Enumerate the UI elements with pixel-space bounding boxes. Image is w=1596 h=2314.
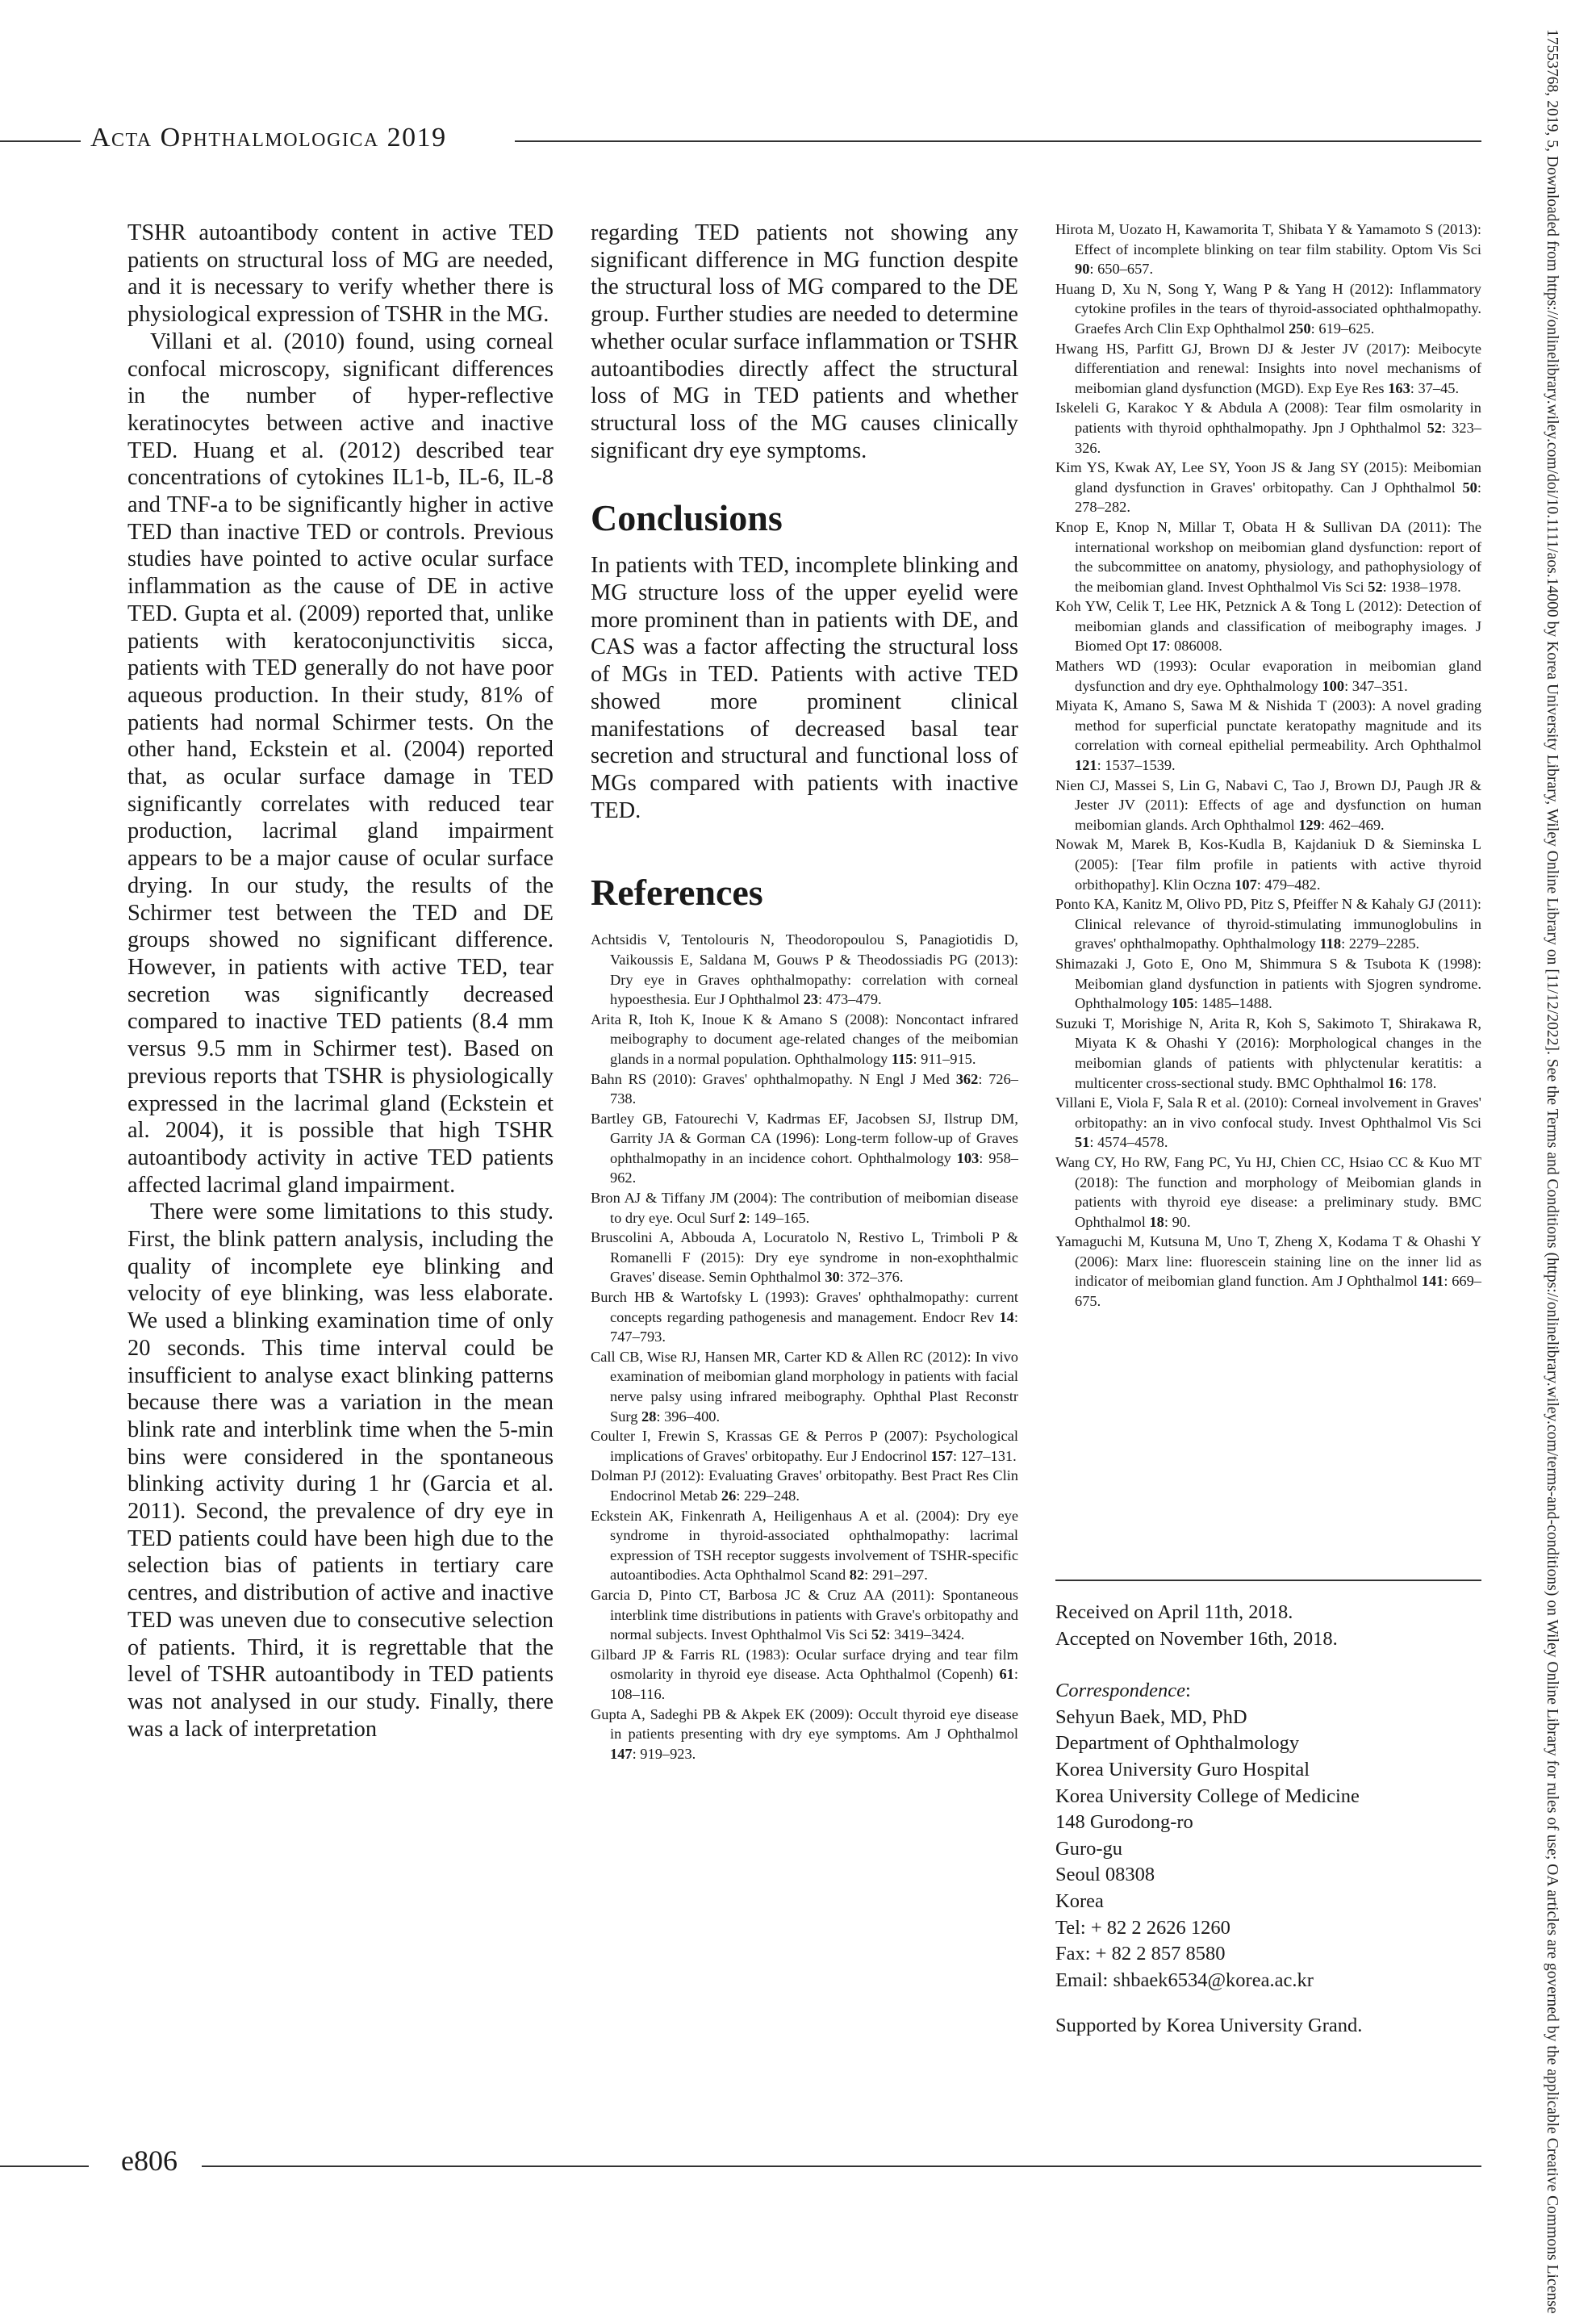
references-heading: References [591, 872, 763, 914]
reference-item: Suzuki T, Morishige N, Arita R, Koh S, Sakimoto T, Shirakawa R, Miyata K & Ohashi Y (2016): Morphological changes in the meibomian glands of patients with phlyctenular keratitis: a multicenter cross-sectional study. BMC Ophthalmol 16: 178. [1055, 1015, 1481, 1091]
reference-list [1055, 220, 1481, 1312]
footer-rule-left [0, 2165, 89, 2167]
reference-item: Koh YW, Celik T, Lee HK, Petznick A & Tong L (2012): Detection of meibomian glands and classification of meibography images. J Biomed Opt 17: 086008. [1055, 598, 1481, 655]
header-rule-left [0, 140, 81, 142]
reference-item: Yamaguchi M, Kutsuna M, Uno T, Zheng X, Kodama T & Ohashi Y (2006): Marx line: fluorescein staining line on the inner lid as indicator of meibomian gland function. Am J Ophthalmol 141: 669–675. [1055, 1233, 1481, 1310]
correspondence-line: Sehyun Baek, MD, PhD [1055, 1705, 1247, 1728]
paragraph: There were some limitations to this study. First, the blink pattern analysis, including the quality of incomplete eye blinking and velocity of eye blinking, was less elaborate. We used a blinking examination time of only 20 seconds. This time interval could be insufficient to analyse exact blinking patterns because there was a variation in the mean blink rate and interblink time when the 5-min bins were considered in the spontaneous blinking activity during 1 hr (Garcia et al. 2011). Second, the prevalence of dry eye in TED patients could have been high due to the selection bias of patients in tertiary care centres, and distribution of active and inactive TED was uneven due to consecutive selection of patients. Third, it is regrettable that the level of TSHR autoantibody in TED patients was not analysed in our study. Finally, there was a lack of interpretation [127, 1199, 554, 1742]
reference-item: Ponto KA, Kanitz M, Olivo PD, Pitz S, Pfeiffer N & Kahaly GJ (2011): Clinical relevance of thyroid-stimulating immunoglobulins in graves' ophthalmopathy. Ophthalmology 118: 2279–2285. [1055, 896, 1481, 952]
download-side-note: 17553768, 2019, 5, Downloaded from https://onlinelibrary.wiley.com/doi/10.1111/aos.14000 by Korea University Library, Wiley Online Library on [11/12/2022]. See the Terms and Conditions (https://onlinelibrary.wiley.com/terms-and-conditions) on Wiley Online Library for rules of use; OA articles are governed by the applicable Creative Commons License [1544, 29, 1560, 2314]
correspondence-line: Korea University College of Medicine [1055, 1785, 1360, 1807]
reference-item: Call CB, Wise RJ, Hansen MR, Carter KD & Allen RC (2012): In vivo examination of meibomian gland morphology in patients with facial nerve palsy using infrared meibography. Ophthal Plast Reconstr Surg 28: 396–400. [591, 1348, 1018, 1425]
column-2 [591, 220, 1018, 1764]
footer-rule-right [202, 2165, 1481, 2167]
reference-item: Kim YS, Kwak AY, Lee SY, Yoon JS & Jang SY (2015): Meibomian gland dysfunction in Graves' orbitopathy. Can J Ophthalmol 50: 278–282. [1055, 459, 1481, 516]
reference-item: Hwang HS, Parfitt GJ, Brown DJ & Jester JV (2017): Meibocyte differentiation and renewal: Insights into novel mechanisms of meibomian gland dysfunction (MGD). Exp Eye Res 163: 37–45. [1055, 340, 1481, 396]
reference-item: Dolman PJ (2012): Evaluating Graves' orbitopathy. Best Pract Res Clin Endocrinol Metab 26: 229–248. [591, 1467, 1018, 1504]
reference-item: Miyata K, Amano S, Sawa M & Nishida T (2003): A novel grading method for superficial punctate keratopathy magnitude and its correlation with corneal epithelial permeability. Arch Ophthalmol 121: 1537–1539. [1055, 697, 1481, 774]
reference-item: Mathers WD (1993): Ocular evaporation in meibomian gland dysfunction and dry eye. Ophthalmology 100: 347–351. [1055, 658, 1481, 694]
reference-item: Gupta A, Sadeghi PB & Akpek EK (2009): Occult thyroid eye disease in patients presenting with dry eye symptoms. Am J Ophthalmol 147: 919–923. [591, 1705, 1018, 1762]
correspondence-line: Fax: + 82 2 857 8580 [1055, 1943, 1226, 1965]
reference-list [591, 930, 1018, 1764]
column-3 [1055, 220, 1481, 1312]
reference-item: Coulter I, Frewin S, Krassas GE & Perros P (2007): Psychological implications of Graves' orbitopathy. Eur J Endocrinol 157: 127–131. [591, 1428, 1018, 1464]
header-rule-right [515, 140, 1481, 142]
reference-item: Gilbard JP & Farris RL (1983): Ocular surface drying and tear film osmolarity in thyroid eye disease. Acta Ophthalmol (Copenh) 61: 108–116. [591, 1646, 1018, 1702]
page-number: e806 [121, 2145, 178, 2177]
paragraph: regarding TED patients not showing any significant difference in MG function despite the structural loss of MG compared to the DE group. Further studies are needed to determine whether ocular surface inflammation or TSHR autoantibodies directly affect the structural loss of MG in TED patients and whether structural loss of the MG causes clinically significant dry eye symptoms. [591, 220, 1018, 463]
running-header: Acta Ophthalmologica 2019 [90, 123, 447, 153]
correspondence-line: Guro-gu [1055, 1837, 1123, 1860]
correspondence-line: Department of Ophthalmology [1055, 1732, 1300, 1755]
correspondence-line: Seoul 08308 [1055, 1864, 1155, 1886]
reference-item: Nowak M, Marek B, Kos-Kudla B, Kajdaniuk D & Sieminska L (2005): [Tear film profile in patients with active thyroid orbithopathy]. Klin Oczna 107: 479–482. [1055, 836, 1481, 893]
reference-item: Wang CY, Ho RW, Fang PC, Yu HJ, Chien CC, Hsiao CC & Kuo MT (2018): The function and morphology of Meibomian glands in patients with thyroid eye disease: a preliminary study. BMC Ophthalmol 18: 90. [1055, 1153, 1481, 1230]
reference-item: Bruscolini A, Abbouda A, Locuratolo N, Restivo L, Trimboli P & Romanelli F (2015): Dry eye syndrome in non-exophthalmic Graves' disease. Semin Ophthalmol 30: 372–376. [591, 1229, 1018, 1286]
correspondence-line: Email: shbaek6534@korea.ac.kr [1055, 1969, 1314, 1991]
reference-item: Bahn RS (2010): Graves' ophthalmopathy. N Engl J Med 362: 726–738. [591, 1070, 1018, 1107]
reference-item: Hirota M, Uozato H, Kawamorita T, Shibata Y & Yamamoto S (2013): Effect of incomplete blinking on tear film stability. Optom Vis Sci 90: 650–657. [1055, 221, 1481, 278]
info-divider [1055, 1580, 1481, 1581]
article-info [1055, 1600, 1481, 2040]
paragraph: Villani et al. (2010) found, using corneal confocal microscopy, significant differences in the number of hyper-reflective keratinocytes between active and inactive TED. Huang et al. (2012) described tear concentrations of cytokines IL1-b, IL-6, IL-8 and TNF-a to be significantly higher in active TED than inactive TED or controls. Previous studies have pointed to active ocular surface inflammation as the cause of DE in active TED. Gupta et al. (2009) reported that, unlike patients with keratoconjunctivitis sicca, patients with TED generally do not have poor aqueous production. In their study, 81% of patients had normal Schirmer tests. On the other hand, Eckstein et al. (2004) reported that, as ocular surface damage in TED significantly correlates with reduced tear production, lacrimal gland impairment appears to be a major cause of ocular surface drying. In our study, the results of the Schirmer test between the TED and DE groups showed no significant difference. However, in patients with active TED, tear secretion was significantly decreased compared to inactive TED patients (8.4 mm versus 9.5 mm in Schirmer test). Based on previous reports that TSHR is physiologically expressed in the lacrimal gland (Eckstein et al. 2004), it is possible that high TSHR autoantibody activity in active TED patients affected lacrimal gland impairment. [127, 328, 554, 1198]
correspondence-line: Tel: + 82 2 2626 1260 [1055, 1916, 1230, 1939]
paragraph: TSHR autoantibody content in active TED patients on structural loss of MG are needed, and it is necessary to verify whether there is physiological expression of TSHR in the MG. [127, 220, 554, 328]
reference-item: Huang D, Xu N, Song Y, Wang P & Yang H (2012): Inflammatory cytokine profiles in the tears of thyroid-associated ophthalmopathy. Graefes Arch Clin Exp Ophthalmol 250: 619–625. [1055, 280, 1481, 337]
reference-item: Eckstein AK, Finkenrath A, Heiligenhaus A et al. (2004): Dry eye syndrome in thyroid-associated ophthalmopathy: lacrimal expression of TSH receptor suggests involvement of TSHR-specific autoantibodies. Acta Ophthalmol Scand 82: 291–297. [591, 1507, 1018, 1584]
correspondence-line: Korea University Guro Hospital [1055, 1758, 1310, 1780]
correspondence-label: Correspondence: [1055, 1680, 1191, 1702]
reference-item: Iskeleli G, Karakoc Y & Abdula A (2008): Tear film osmolarity in patients with thyroid ophthalmopathy. Jpn J Ophthalmol 52: 323–326. [1055, 400, 1481, 456]
column-1 [127, 220, 554, 1743]
accepted-date: Accepted on November 16th, 2018. [1055, 1627, 1338, 1650]
reference-item: Shimazaki J, Goto E, Ono M, Shimmura S & Tsubota K (1998): Meibomian gland dysfunction in patients with Sjogren syndrome. Ophthalmology 105: 1485–1488. [1055, 955, 1481, 1012]
reference-item: Burch HB & Wartofsky L (1993): Graves' ophthalmopathy: current concepts regarding pathogenesis and management. Endocr Rev 14: 747–793. [591, 1289, 1018, 1345]
correspondence-line: Korea [1055, 1889, 1104, 1912]
reference-item: Bron AJ & Tiffany JM (2004): The contribution of meibomian disease to dry eye. Ocul Surf 2: 149–165. [591, 1190, 1018, 1226]
conclusions-heading: Conclusions [591, 497, 783, 539]
reference-item: Garcia D, Pinto CT, Barbosa JC & Cruz AA (2011): Spontaneous interblink time distributions in patients with Grave's orbitopathy and normal subjects. Invest Ophthalmol Vis Sci 52: 3419–3424. [591, 1586, 1018, 1643]
reference-item: Knop E, Knop N, Millar T, Obata H & Sullivan DA (2011): The international workshop on meibomian gland dysfunction: report of the subcommittee on anatomy, physiology, and pathophysiology of the meibomian gland. Invest Ophthalmol Vis Sci 52: 1938–1978. [1055, 518, 1481, 595]
reference-item: Arita R, Itoh K, Inoue K & Amano S (2008): Noncontact infrared meibography to document age-related changes of the meibomian glands in a normal population. Ophthalmology 115: 911–915. [591, 1011, 1018, 1067]
reference-item: Bartley GB, Fatourechi V, Kadrmas EF, Jacobsen SJ, Ilstrup DM, Garrity JA & Gorman CA (1996): Long-term follow-up of Graves ophthalmopathy in an incidence cohort. Ophthalmology 103: 958–962. [591, 1110, 1018, 1186]
conclusions-paragraph: In patients with TED, incomplete blinking and MG structure loss of the upper eyelid were more prominent than in patients with DE, and CAS was a factor affecting the structural loss of MGs in TED. Patients with active TED showed more prominent clinical manifestations of decreased basal tear secretion and structural and functional loss of MGs compared with patients with inactive TED. [591, 553, 1018, 823]
reference-item: Nien CJ, Massei S, Lin G, Nabavi C, Tao J, Brown DJ, Paugh JR & Jester JV (2011): Effects of age and dysfunction on human meibomian glands. Arch Ophthalmol 129: 462–469. [1055, 776, 1481, 833]
received-date: Received on April 11th, 2018. [1055, 1601, 1293, 1623]
correspondence-line: 148 Gurodong-ro [1055, 1811, 1193, 1834]
funding-note: Supported by Korea University Grand. [1055, 2015, 1363, 2037]
reference-item: Villani E, Viola F, Sala R et al. (2010): Corneal involvement in Graves' orbitopathy: an in vivo confocal study. Invest Ophthalmol Vis Sci 51: 4574–4578. [1055, 1094, 1481, 1151]
reference-item: Achtsidis V, Tentolouris N, Theodoropoulou S, Panagiotidis D, Vaikoussis E, Saldana M, Gouws P & Theodossiadis PG (2013): Dry eye in Graves ophthalmopathy: correlation with corneal hypoesthesia. Eur J Ophthalmol 23: 473–479. [591, 931, 1018, 1008]
correspondence-address [1055, 1705, 1481, 1994]
